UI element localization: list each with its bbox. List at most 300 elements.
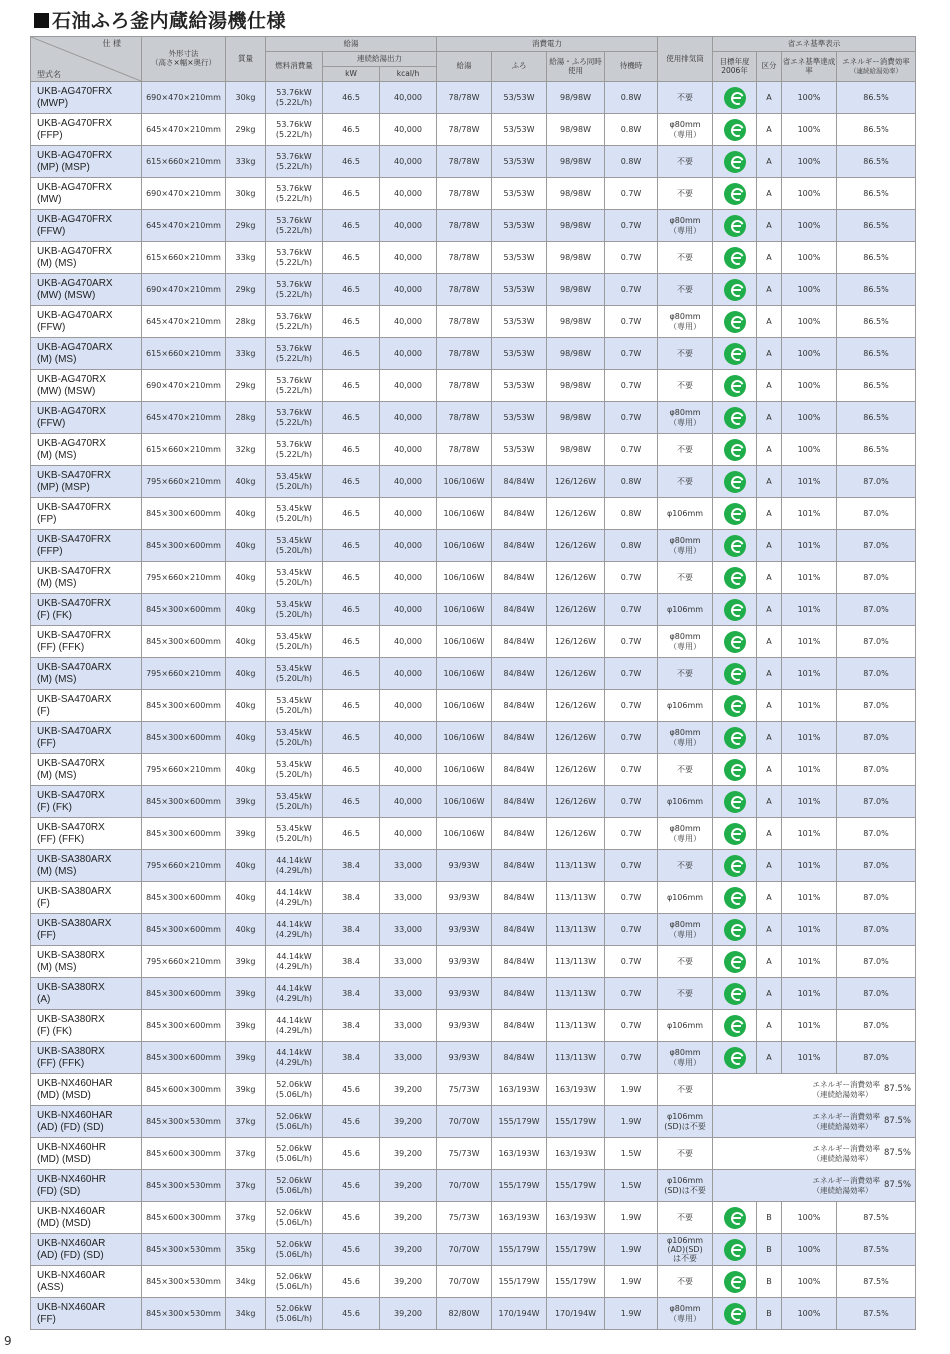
power-standby-cell: 1.9W (605, 1202, 658, 1234)
power-kyuto-cell: 106/106W (437, 690, 492, 722)
power-both-cell: 126/126W (547, 754, 605, 786)
fuel-cell-line: 53.45kW (276, 568, 312, 578)
exhaust-cell-line: （専用） (669, 225, 702, 235)
output-kw-cell: 46.5 (323, 402, 380, 434)
power-both-cell: 113/113W (547, 978, 605, 1010)
model-name-line: (MD) (MSD) (37, 1217, 91, 1229)
power-standby-cell: 0.7W (605, 274, 658, 306)
exhaust-cell-line: 不要 (677, 860, 694, 870)
exhaust-cell-line: は不要 (673, 1254, 698, 1264)
weight-cell: 40kg (226, 850, 266, 882)
power-kyuto-cell: 78/78W (437, 370, 492, 402)
efficiency-cell: 86.5% (837, 434, 916, 466)
table-row (31, 1170, 916, 1202)
efficiency-cell: 86.5% (837, 82, 916, 114)
header-efficiency: エネルギー消費効率 （連続給湯効率） (837, 52, 916, 82)
output-kcal-cell: 39,200 (380, 1106, 437, 1138)
power-standby-cell: 1.5W (605, 1170, 658, 1202)
power-furo-cell: 84/84W (492, 850, 547, 882)
achievement-cell: 101% (782, 658, 837, 690)
model-name-line: UKB-AG470RX (37, 374, 106, 385)
model-name (31, 626, 142, 658)
exhaust-cell-line: 不要 (677, 1212, 694, 1222)
energy-saving-mark-icon (724, 119, 746, 141)
efficiency-merged-cell (713, 1074, 916, 1106)
table-row (31, 850, 916, 882)
energy-saving-mark-icon (724, 759, 746, 781)
power-furo-cell: 53/53W (492, 114, 547, 146)
achievement-cell: 101% (782, 562, 837, 594)
exhaust-cell-line: φ106mm (666, 892, 704, 902)
exhaust-cell (658, 498, 713, 530)
weight-cell: 35kg (226, 1234, 266, 1266)
fuel-cell-line: 53.76kW (276, 216, 312, 226)
efficiency-cell: 87.0% (837, 978, 916, 1010)
model-name-line: (M) (MS) (37, 577, 77, 589)
power-kyuto-cell: 78/78W (437, 338, 492, 370)
category-cell: A (757, 402, 782, 434)
efficiency-cell: 87.5% (837, 1266, 916, 1298)
power-kyuto-cell: 78/78W (437, 114, 492, 146)
power-standby-cell: 1.9W (605, 1298, 658, 1330)
fuel-cell-line: 53.45kW (276, 632, 312, 642)
model-name-line: UKB-NX460HAR (37, 1110, 113, 1121)
fuel-cell-line: 44.14kW (276, 888, 312, 898)
model-name-line: (FFP) (37, 545, 63, 557)
energy-saving-mark-icon (724, 919, 746, 941)
fuel-cell (266, 242, 323, 274)
power-both-cell: 163/193W (547, 1074, 605, 1106)
achievement-cell: 100% (782, 210, 837, 242)
fuel-cell (266, 178, 323, 210)
achievement-cell: 101% (782, 530, 837, 562)
power-standby-cell: 0.7W (605, 178, 658, 210)
fuel-cell-line: 53.45kW (276, 472, 312, 482)
exhaust-cell (658, 754, 713, 786)
power-furo-cell: 84/84W (492, 562, 547, 594)
achievement-cell: 100% (782, 82, 837, 114)
dimensions-cell: 845×300×600mm (142, 786, 226, 818)
fuel-cell-line: (5.20L/h) (275, 833, 313, 843)
output-kw-cell: 45.6 (323, 1234, 380, 1266)
power-both-cell: 155/179W (547, 1170, 605, 1202)
category-cell: A (757, 978, 782, 1010)
energy-saving-mark-icon (724, 695, 746, 717)
power-furo-cell: 84/84W (492, 754, 547, 786)
exhaust-cell (658, 1074, 713, 1106)
energy-saving-mark-icon (724, 151, 746, 173)
achievement-cell: 100% (782, 178, 837, 210)
model-name-line: (MWP) (37, 97, 69, 109)
power-both-cell: 113/113W (547, 850, 605, 882)
energy-saving-mark-icon (724, 343, 746, 365)
power-furo-cell: 53/53W (492, 178, 547, 210)
power-both-cell: 155/179W (547, 1234, 605, 1266)
energy-saving-mark-icon (724, 855, 746, 877)
fuel-cell-line: (5.22L/h) (275, 225, 313, 235)
weight-cell: 40kg (226, 498, 266, 530)
model-name (31, 914, 142, 946)
efficiency-label: エネルギー消費効率 (812, 1176, 880, 1186)
efficiency-cell: 87.0% (837, 658, 916, 690)
model-name-line: UKB-NX460AR (37, 1206, 106, 1217)
power-both-cell: 170/194W (547, 1298, 605, 1330)
model-name-line: (MP) (MSP) (37, 161, 90, 173)
fuel-cell-line: (5.22L/h) (275, 161, 313, 171)
power-both-cell: 163/193W (547, 1138, 605, 1170)
power-kyuto-cell: 106/106W (437, 722, 492, 754)
dimensions-cell: 690×470×210mm (142, 274, 226, 306)
header-exhaust: 使用排気筒 (658, 37, 713, 82)
table-row (31, 146, 916, 178)
energy-saving-mark-icon (724, 471, 746, 493)
power-kyuto-cell: 75/73W (437, 1138, 492, 1170)
power-furo-cell: 84/84W (492, 690, 547, 722)
power-furo-cell: 53/53W (492, 242, 547, 274)
output-kcal-cell: 40,000 (380, 338, 437, 370)
dimensions-cell: 845×300×530mm (142, 1170, 226, 1202)
energy-mark-cell (713, 146, 757, 178)
dimensions-cell: 845×300×530mm (142, 1298, 226, 1330)
efficiency-cell: 87.0% (837, 914, 916, 946)
dimensions-cell: 690×470×210mm (142, 178, 226, 210)
output-kw-cell: 46.5 (323, 626, 380, 658)
energy-saving-mark-icon (724, 439, 746, 461)
fuel-cell-line: (5.20L/h) (275, 641, 313, 651)
dimensions-cell: 845×300×530mm (142, 1266, 226, 1298)
power-both-cell: 98/98W (547, 306, 605, 338)
category-cell: A (757, 626, 782, 658)
weight-cell: 39kg (226, 818, 266, 850)
model-name (31, 850, 142, 882)
output-kw-cell: 46.5 (323, 690, 380, 722)
fuel-cell-line: 53.76kW (276, 440, 312, 450)
power-furo-cell: 155/179W (492, 1106, 547, 1138)
fuel-cell-line: 53.45kW (276, 600, 312, 610)
weight-cell: 40kg (226, 466, 266, 498)
exhaust-cell-line: （専用） (669, 545, 702, 555)
energy-saving-mark-icon (724, 503, 746, 525)
power-kyuto-cell: 93/93W (437, 1010, 492, 1042)
model-name-line: (M) (MS) (37, 257, 77, 269)
exhaust-cell-line: （専用） (669, 129, 702, 139)
exhaust-cell (658, 1170, 713, 1202)
achievement-cell: 101% (782, 754, 837, 786)
fuel-cell (266, 1298, 323, 1330)
fuel-cell-line: (5.20L/h) (275, 737, 313, 747)
fuel-cell (266, 562, 323, 594)
page-number: 9 (4, 1334, 12, 1348)
power-furo-cell: 84/84W (492, 946, 547, 978)
output-kw-cell: 45.6 (323, 1170, 380, 1202)
efficiency-value: 87.5% (884, 1083, 912, 1094)
model-name (31, 114, 142, 146)
fuel-cell (266, 434, 323, 466)
power-kyuto-cell: 78/78W (437, 210, 492, 242)
power-kyuto-cell: 78/78W (437, 434, 492, 466)
model-name-line: UKB-AG470ARX (37, 342, 113, 353)
model-name-line: UKB-SA470FRX (37, 534, 111, 545)
exhaust-cell (658, 466, 713, 498)
power-furo-cell: 84/84W (492, 1042, 547, 1074)
energy-mark-cell (713, 754, 757, 786)
model-name-line: (FFP) (37, 129, 63, 141)
exhaust-cell (658, 210, 713, 242)
category-cell: A (757, 306, 782, 338)
power-kyuto-cell: 70/70W (437, 1234, 492, 1266)
output-kcal-cell: 40,000 (380, 530, 437, 562)
fuel-cell-line: (5.20L/h) (275, 609, 313, 619)
achievement-cell: 100% (782, 306, 837, 338)
output-kw-cell: 45.6 (323, 1106, 380, 1138)
power-standby-cell: 1.9W (605, 1106, 658, 1138)
fuel-cell-line: 52.06kW (276, 1208, 312, 1218)
model-name (31, 818, 142, 850)
power-standby-cell: 0.7W (605, 562, 658, 594)
efficiency-cell: 87.5% (837, 1234, 916, 1266)
fuel-cell-line: (4.29L/h) (275, 865, 313, 875)
exhaust-cell-line: 不要 (677, 764, 694, 774)
weight-cell: 34kg (226, 1266, 266, 1298)
energy-mark-cell (713, 594, 757, 626)
exhaust-cell-line: 不要 (677, 284, 694, 294)
output-kcal-cell: 33,000 (380, 1010, 437, 1042)
model-name (31, 498, 142, 530)
model-name (31, 882, 142, 914)
exhaust-cell (658, 434, 713, 466)
dimensions-cell: 845×300×600mm (142, 626, 226, 658)
efficiency-label: （連続給湯効率） (812, 1185, 873, 1195)
output-kcal-cell: 40,000 (380, 466, 437, 498)
exhaust-cell-line: 不要 (677, 188, 694, 198)
energy-mark-cell (713, 882, 757, 914)
power-standby-cell: 0.7W (605, 210, 658, 242)
energy-mark-cell (713, 242, 757, 274)
exhaust-cell-line: φ106mm (666, 700, 704, 710)
efficiency-value: 87.5% (884, 1147, 912, 1158)
table-row (31, 946, 916, 978)
output-kcal-cell: 40,000 (380, 562, 437, 594)
weight-cell: 39kg (226, 1074, 266, 1106)
dimensions-cell: 795×660×210mm (142, 562, 226, 594)
exhaust-cell (658, 1010, 713, 1042)
output-kcal-cell: 33,000 (380, 1042, 437, 1074)
achievement-cell: 101% (782, 690, 837, 722)
fuel-cell-line: (5.06L/h) (275, 1313, 313, 1323)
power-standby-cell: 0.7W (605, 978, 658, 1010)
dimensions-cell: 615×660×210mm (142, 338, 226, 370)
model-name (31, 466, 142, 498)
category-cell: A (757, 82, 782, 114)
power-both-cell: 98/98W (547, 242, 605, 274)
output-kw-cell: 46.5 (323, 82, 380, 114)
energy-saving-mark-icon (724, 247, 746, 269)
model-name (31, 1074, 142, 1106)
output-kw-cell: 46.5 (323, 658, 380, 690)
category-cell: A (757, 434, 782, 466)
model-name-line: (MW) (37, 193, 62, 205)
power-both-cell: 126/126W (547, 466, 605, 498)
model-name (31, 1170, 142, 1202)
dimensions-cell: 615×660×210mm (142, 242, 226, 274)
output-kcal-cell: 39,200 (380, 1298, 437, 1330)
header-power-kyuto: 給湯 (437, 52, 492, 82)
model-name (31, 242, 142, 274)
model-name-line: (M) (MS) (37, 353, 77, 365)
power-standby-cell: 0.8W (605, 82, 658, 114)
fuel-cell-line: 53.76kW (276, 408, 312, 418)
efficiency-cell: 86.5% (837, 338, 916, 370)
table-row (31, 658, 916, 690)
output-kcal-cell: 39,200 (380, 1234, 437, 1266)
exhaust-cell-line: （専用） (669, 833, 702, 843)
energy-saving-mark-icon (724, 1271, 746, 1293)
model-name-line: (F) (FK) (37, 801, 72, 813)
power-furo-cell: 84/84W (492, 498, 547, 530)
model-name-line: UKB-AG470ARX (37, 310, 113, 321)
fuel-cell-line: 53.76kW (276, 280, 312, 290)
fuel-cell-line: (4.29L/h) (275, 1025, 313, 1035)
table-row (31, 274, 916, 306)
efficiency-label: （連続給湯効率） (812, 1089, 873, 1099)
power-both-cell: 98/98W (547, 274, 605, 306)
power-kyuto-cell: 78/78W (437, 306, 492, 338)
efficiency-cell: 87.0% (837, 818, 916, 850)
efficiency-cell: 87.0% (837, 946, 916, 978)
weight-cell: 29kg (226, 210, 266, 242)
header-power-both: 給湯・ふろ同時使用 (547, 52, 605, 82)
fuel-cell (266, 1138, 323, 1170)
weight-cell: 29kg (226, 370, 266, 402)
energy-mark-cell (713, 274, 757, 306)
exhaust-cell-line: 不要 (677, 444, 694, 454)
output-kw-cell: 46.5 (323, 722, 380, 754)
fuel-cell (266, 690, 323, 722)
power-kyuto-cell: 70/70W (437, 1106, 492, 1138)
weight-cell: 40kg (226, 754, 266, 786)
output-kw-cell: 46.5 (323, 242, 380, 274)
weight-cell: 28kg (226, 402, 266, 434)
energy-mark-cell (713, 210, 757, 242)
energy-mark-cell (713, 850, 757, 882)
weight-cell: 40kg (226, 562, 266, 594)
power-both-cell: 98/98W (547, 338, 605, 370)
fuel-cell (266, 1266, 323, 1298)
exhaust-cell-line: 不要 (677, 956, 694, 966)
energy-mark-cell (713, 690, 757, 722)
model-name (31, 146, 142, 178)
achievement-cell: 100% (782, 338, 837, 370)
output-kw-cell: 46.5 (323, 562, 380, 594)
output-kw-cell: 46.5 (323, 274, 380, 306)
model-name-line: UKB-SA470FRX (37, 566, 111, 577)
output-kw-cell: 46.5 (323, 178, 380, 210)
power-standby-cell: 0.7W (605, 850, 658, 882)
energy-saving-mark-icon (724, 983, 746, 1005)
power-furo-cell: 53/53W (492, 434, 547, 466)
energy-mark-cell (713, 818, 757, 850)
power-standby-cell: 0.7W (605, 338, 658, 370)
table-row (31, 626, 916, 658)
header-dimensions: 外形寸法 （高さ×幅×奥行） (142, 37, 226, 82)
fuel-cell-line: 52.06kW (276, 1240, 312, 1250)
fuel-cell-line: 53.45kW (276, 504, 312, 514)
exhaust-cell (658, 178, 713, 210)
header-output-kcal: kcal/h (380, 67, 437, 82)
model-name (31, 722, 142, 754)
power-standby-cell: 0.7W (605, 1042, 658, 1074)
achievement-cell: 101% (782, 594, 837, 626)
exhaust-cell (658, 690, 713, 722)
exhaust-cell (658, 114, 713, 146)
achievement-cell: 100% (782, 242, 837, 274)
model-name-line: UKB-AG470FRX (37, 182, 113, 193)
power-kyuto-cell: 106/106W (437, 594, 492, 626)
model-name-line: UKB-NX460AR (37, 1302, 106, 1313)
power-furo-cell: 53/53W (492, 338, 547, 370)
power-both-cell: 98/98W (547, 82, 605, 114)
efficiency-cell: 86.5% (837, 242, 916, 274)
achievement-cell: 100% (782, 402, 837, 434)
exhaust-cell (658, 1234, 713, 1266)
fuel-cell (266, 306, 323, 338)
power-standby-cell: 0.8W (605, 114, 658, 146)
energy-mark-cell (713, 946, 757, 978)
page-title-text: 石油ふろ釜内蔵給湯機仕様 (52, 10, 287, 32)
model-name-line: UKB-SA380ARX (37, 854, 112, 865)
output-kcal-cell: 40,000 (380, 178, 437, 210)
power-furo-cell: 84/84W (492, 594, 547, 626)
output-kw-cell: 46.5 (323, 210, 380, 242)
power-furo-cell: 155/179W (492, 1170, 547, 1202)
power-kyuto-cell: 70/70W (437, 1170, 492, 1202)
fuel-cell-line: (5.20L/h) (275, 769, 313, 779)
fuel-cell-line: 52.06kW (276, 1080, 312, 1090)
model-name (31, 1266, 142, 1298)
model-name-line: (FF) (FFK) (37, 1057, 85, 1069)
exhaust-cell-line: φ80mm (669, 728, 701, 738)
achievement-cell: 100% (782, 146, 837, 178)
output-kw-cell: 46.5 (323, 338, 380, 370)
model-name-line: UKB-SA470RX (37, 758, 105, 769)
model-name (31, 338, 142, 370)
model-name-line: (MW) (MSW) (37, 385, 96, 397)
category-cell: B (757, 1234, 782, 1266)
model-name-line: UKB-SA470ARX (37, 726, 112, 737)
output-kcal-cell: 39,200 (380, 1266, 437, 1298)
exhaust-cell (658, 242, 713, 274)
exhaust-cell-line: φ80mm (669, 1304, 701, 1314)
output-kcal-cell: 40,000 (380, 146, 437, 178)
power-standby-cell: 0.7W (605, 754, 658, 786)
fuel-cell-line: 53.76kW (276, 120, 312, 130)
efficiency-cell: 87.0% (837, 754, 916, 786)
exhaust-cell-line: φ80mm (669, 120, 701, 130)
efficiency-merged-cell (713, 1138, 916, 1170)
output-kcal-cell: 39,200 (380, 1138, 437, 1170)
fuel-cell (266, 274, 323, 306)
table-row (31, 1074, 916, 1106)
fuel-cell-line: (5.06L/h) (275, 1089, 313, 1099)
power-kyuto-cell: 78/78W (437, 402, 492, 434)
model-name-line: UKB-SA470FRX (37, 630, 111, 641)
power-both-cell: 126/126W (547, 658, 605, 690)
power-both-cell: 98/98W (547, 178, 605, 210)
power-furo-cell: 84/84W (492, 530, 547, 562)
exhaust-cell (658, 946, 713, 978)
power-standby-cell: 0.7W (605, 722, 658, 754)
category-cell: A (757, 914, 782, 946)
